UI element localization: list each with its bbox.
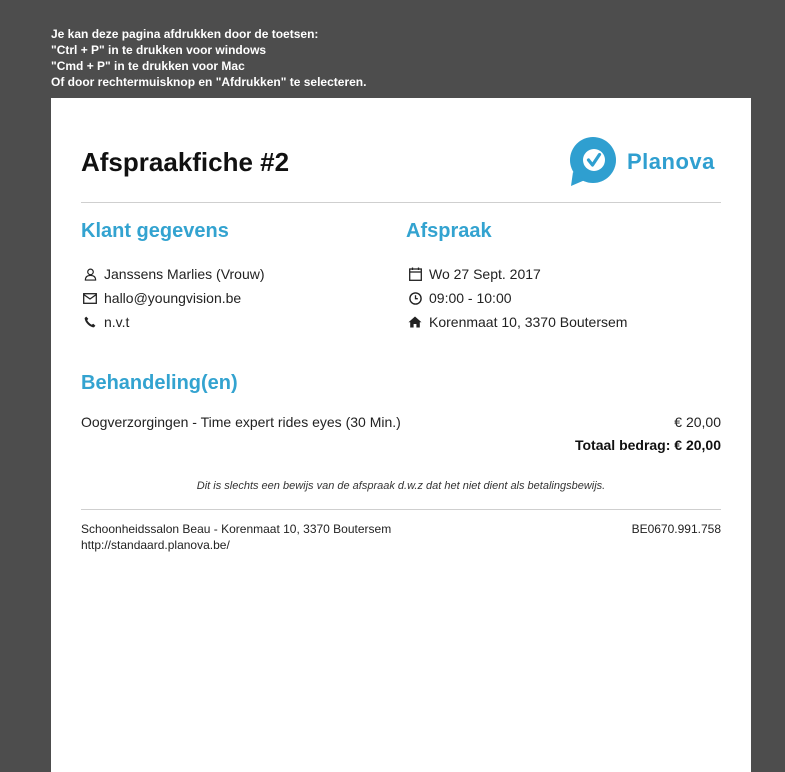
- phone-icon: [83, 315, 97, 329]
- home-icon: [408, 315, 422, 329]
- treatment-row: [81, 414, 721, 430]
- logo-text: Planova: [627, 149, 715, 174]
- appointment-date: Wo 27 Sept. 2017: [429, 266, 541, 282]
- footer-url: http://standaard.planova.be/: [81, 538, 230, 552]
- appointment-details: [408, 262, 627, 334]
- page-title: Afspraakfiche #2: [81, 147, 290, 177]
- envelope-icon: [83, 291, 97, 305]
- print-hint-line: "Ctrl + P" in te drukken voor windows: [51, 43, 267, 57]
- calendar-icon: [408, 267, 422, 281]
- disclaimer-text: Dit is slechts een bewijs van de afspraak d.w.z dat het niet dient als betalingsbewijs.: [196, 480, 606, 492]
- divider: [81, 202, 721, 203]
- appointment-heading: Afspraak: [406, 220, 492, 242]
- appointment-address-row: [408, 310, 627, 334]
- total-amount: Totaal bedrag: € 20,00: [574, 437, 721, 453]
- appointment-time-row: [408, 286, 627, 310]
- client-email: hallo@youngvision.be: [104, 290, 242, 306]
- client-phone-row: [83, 310, 265, 334]
- divider: [81, 509, 721, 510]
- footer-vat-number: BE0670.991.758: [631, 522, 721, 536]
- print-hint-line: Je kan deze pagina afdrukken door de toetsen:: [51, 27, 319, 41]
- appointment-address: Korenmaat 10, 3370 Boutersem: [429, 314, 628, 330]
- footer-salon-address: Schoonheidssalon Beau - Korenmaat 10, 3370 Boutersem: [81, 522, 392, 536]
- footer: [81, 521, 721, 553]
- client-phone: n.v.t: [104, 314, 130, 330]
- treatment-name: Oogverzorgingen - Time expert rides eyes (30 Min.): [81, 414, 401, 430]
- client-name-row: [83, 262, 265, 286]
- planova-logo-icon: [567, 136, 619, 188]
- print-instructions: [51, 26, 366, 90]
- client-name: Janssens Marlies (Vrouw): [104, 266, 265, 282]
- appointment-date-row: [408, 262, 627, 286]
- print-hint-line: Of door rechtermuisknop en "Afdrukken" te selecteren.: [51, 75, 367, 89]
- appointment-sheet: [51, 98, 751, 772]
- client-email-row: [83, 286, 265, 310]
- print-hint-line: "Cmd + P" in te drukken voor Mac: [51, 59, 245, 73]
- treatment-price: € 20,00: [674, 414, 721, 430]
- appointment-time: 09:00 - 10:00: [429, 290, 512, 306]
- treatments-heading: Behandeling(en): [81, 372, 238, 394]
- clock-icon: [408, 291, 422, 305]
- client-details: [83, 262, 265, 334]
- client-heading: Klant gegevens: [81, 220, 229, 242]
- planova-logo: [567, 136, 715, 188]
- user-icon: [83, 267, 97, 281]
